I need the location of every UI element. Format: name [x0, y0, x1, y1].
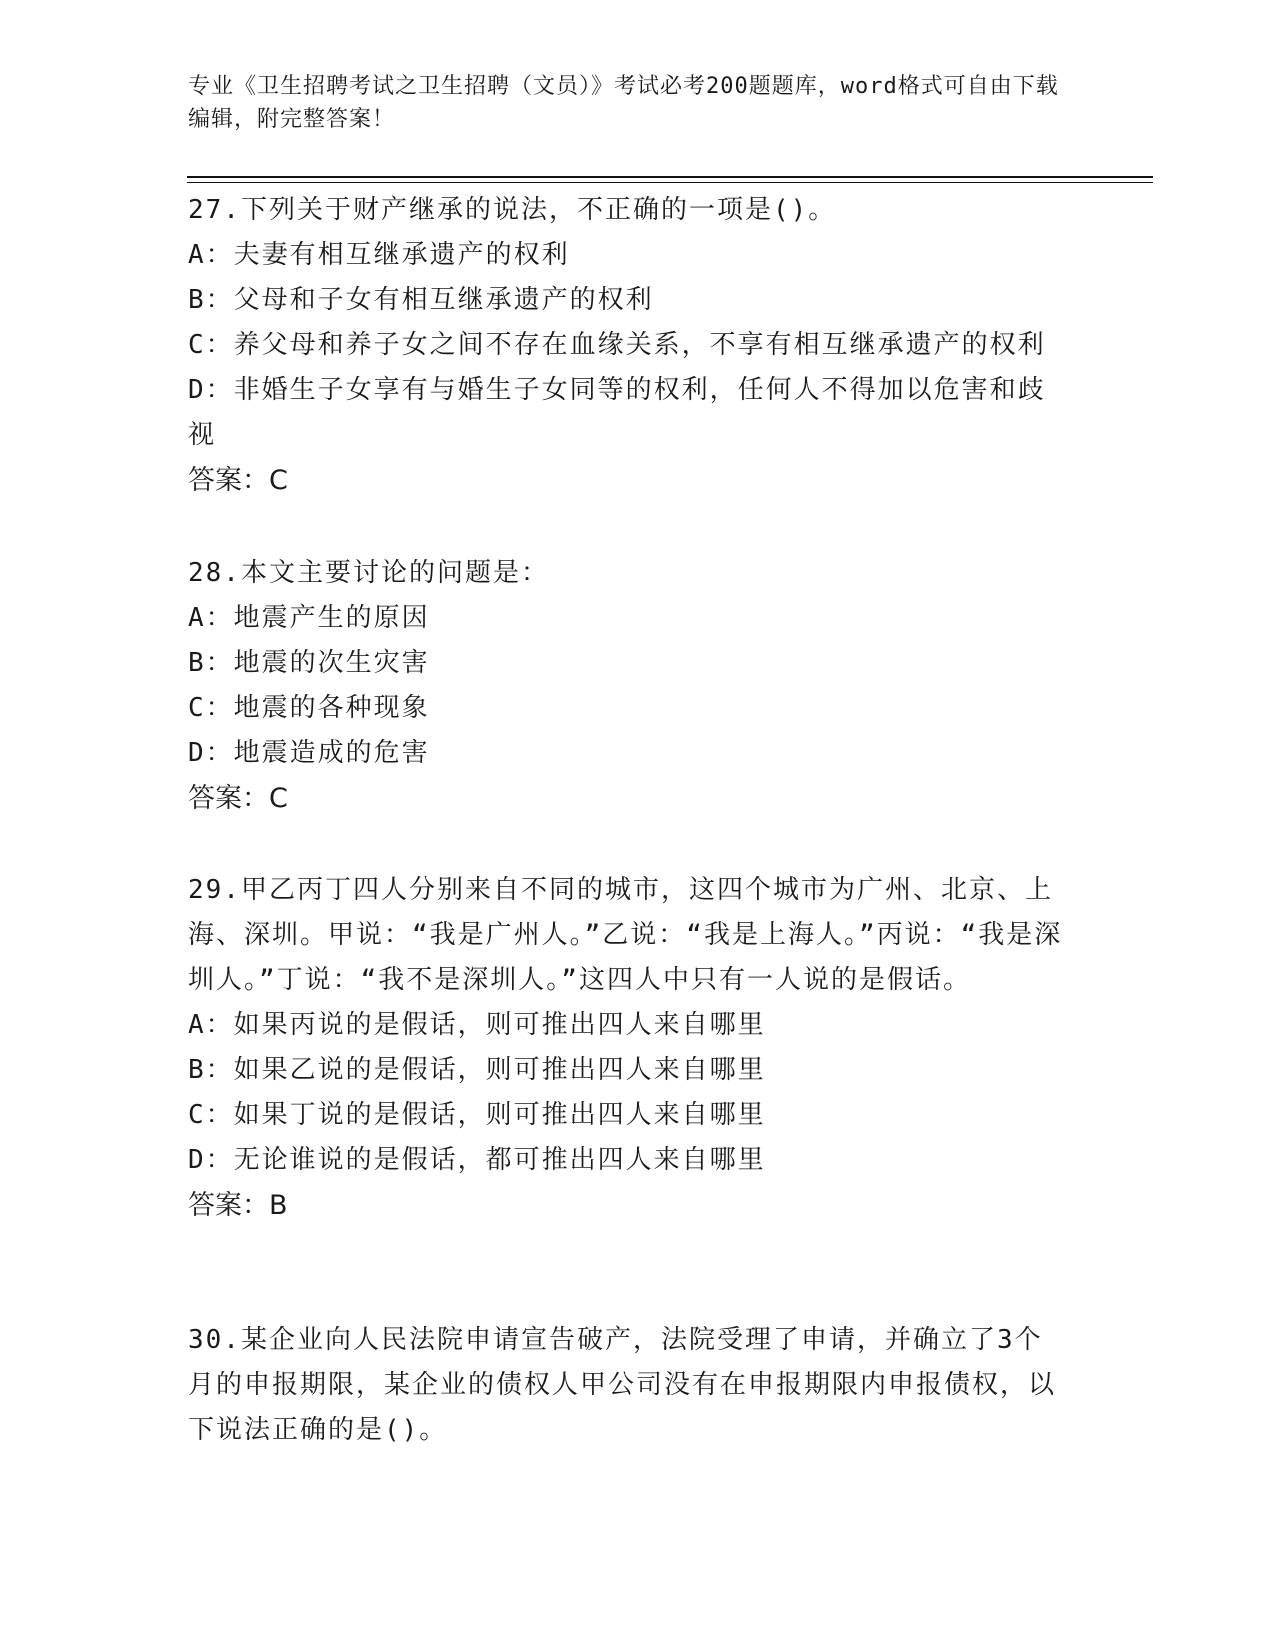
option-b: B：父母和子女有相互继承遗产的权利	[188, 285, 654, 315]
option-b: B：如果乙说的是假话，则可推出四人来自哪里	[188, 1055, 766, 1085]
header-rule-thick	[187, 176, 1153, 178]
header-rule-thin	[187, 182, 1153, 183]
answer: 答案：B	[188, 1190, 288, 1221]
answer: 答案：C	[188, 783, 288, 814]
question-27	[188, 188, 1068, 503]
question-stem: 28.本文主要讨论的问题是：	[188, 558, 549, 588]
question-28	[188, 551, 1068, 821]
question-29	[188, 868, 1068, 1228]
option-c: C：如果丁说的是假话，则可推出四人来自哪里	[188, 1100, 766, 1130]
question-30	[188, 1318, 1068, 1453]
option-b: B：地震的次生灾害	[188, 648, 430, 678]
option-c: C：地震的各种现象	[188, 693, 430, 723]
question-stem: 27.下列关于财产继承的说法，不正确的一项是()。	[188, 195, 837, 225]
question-stem: 30.某企业向人民法院申请宣告破产，法院受理了申请，并确立了3个月的申报期限，某企业的债权人甲公司没有在申报期限内申报债权，以下说法正确的是()。	[188, 1325, 1057, 1445]
option-a: A：夫妻有相互继承遗产的权利	[188, 240, 570, 270]
document-header: 专业《卫生招聘考试之卫生招聘（文员）》考试必考200题题库，word格式可自由下载编辑，附完整答案！	[188, 74, 1059, 132]
question-stem: 29.甲乙丙丁四人分别来自不同的城市，这四个城市为广州、北京、上海、深圳。甲说：“我是广州人。”乙说：“我是上海人。”丙说：“我是深圳人。”丁说：“我不是深圳人。”这四人中只有一人说的是假话。	[188, 875, 1063, 995]
option-d: D：地震造成的危害	[188, 738, 430, 768]
option-d: D：无论谁说的是假话，都可推出四人来自哪里	[188, 1145, 766, 1175]
option-a: A：如果丙说的是假话，则可推出四人来自哪里	[188, 1010, 766, 1040]
answer: 答案：C	[188, 465, 288, 496]
option-d: D：非婚生子女享有与婚生子女同等的权利，任何人不得加以危害和歧视	[188, 375, 1046, 450]
option-c: C：养父母和养子女之间不存在血缘关系，不享有相互继承遗产的权利	[188, 330, 1046, 360]
option-a: A：地震产生的原因	[188, 603, 430, 633]
